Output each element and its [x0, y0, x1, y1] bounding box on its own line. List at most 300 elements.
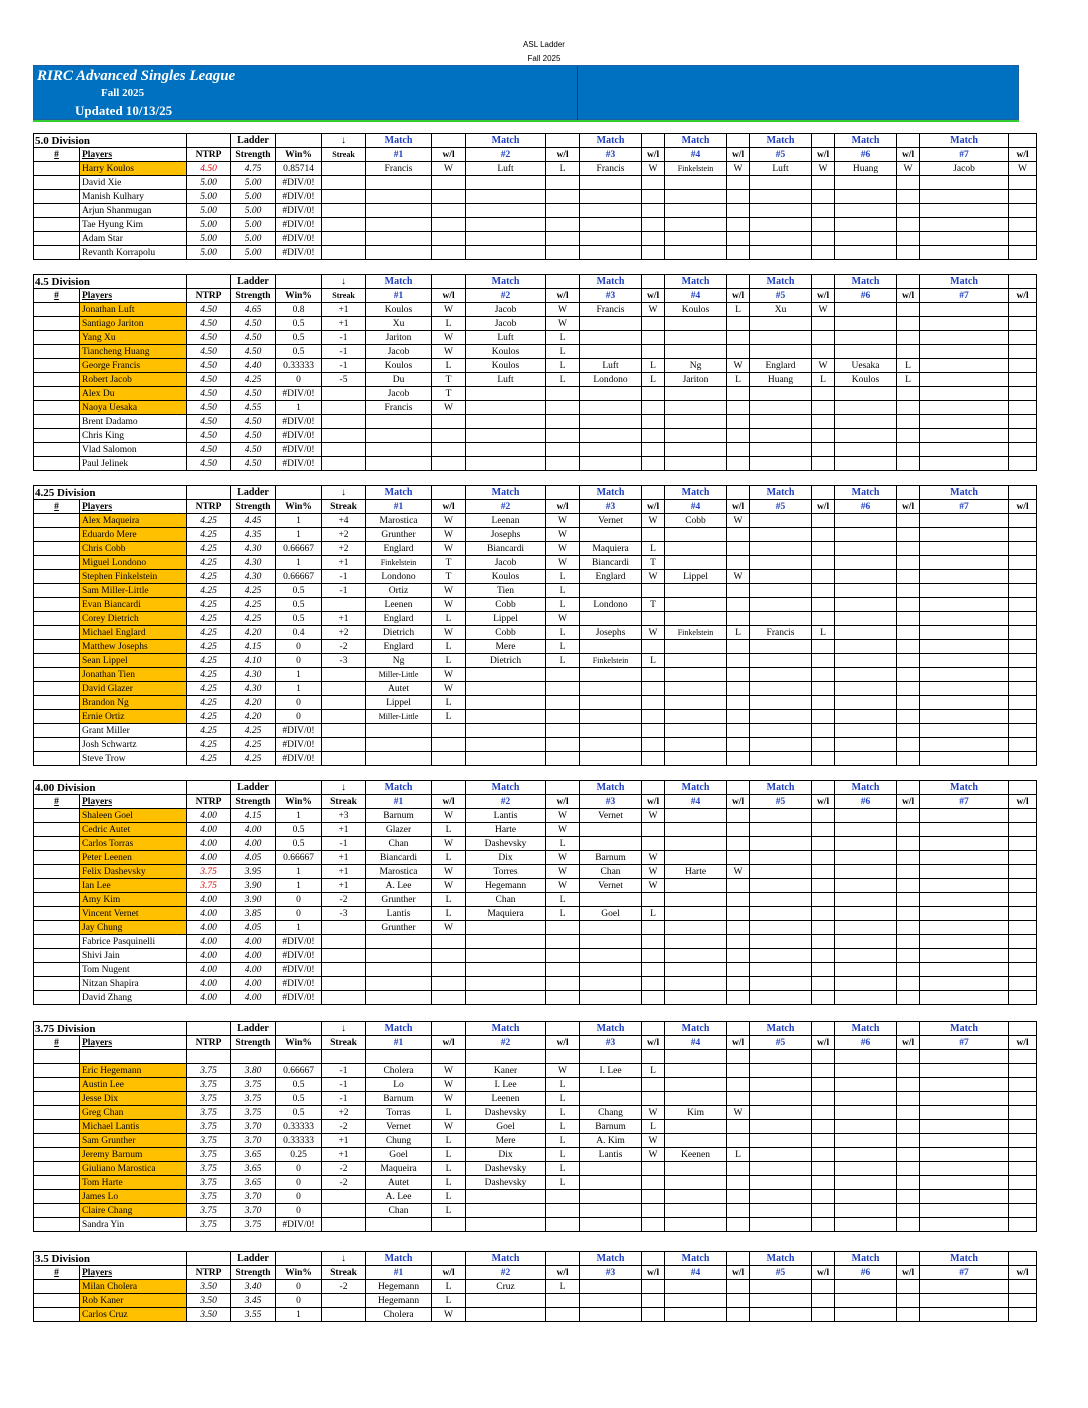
opponent-cell: [835, 738, 897, 752]
opponent-cell: [835, 1176, 897, 1190]
strength-header: Strength: [231, 795, 276, 809]
result-cell: [897, 949, 920, 963]
winpct-value: #DIV/0!: [276, 429, 322, 443]
opponent-cell: [750, 218, 812, 232]
sort-arrow-icon: ↓: [322, 1022, 366, 1036]
player-row: [34, 640, 1037, 654]
match-number-header: #7: [920, 1036, 1009, 1050]
match-header: Match: [366, 781, 432, 795]
opponent-cell: [580, 218, 642, 232]
winpct-value: 0.5: [276, 317, 322, 331]
result-cell: [727, 1064, 750, 1078]
opponent-cell: Barnum: [580, 851, 642, 865]
opponent-cell: Francis: [580, 303, 642, 317]
result-cell: [897, 542, 920, 556]
winpct-value: 0.33333: [276, 359, 322, 373]
result-cell: [897, 1050, 920, 1064]
streak-value: [322, 387, 366, 401]
result-cell: L: [432, 893, 466, 907]
winpct-value: 0.5: [276, 1078, 322, 1092]
result-cell: [727, 682, 750, 696]
opponent-cell: [466, 696, 546, 710]
result-cell: W: [432, 865, 466, 879]
result-cell: [727, 991, 750, 1005]
opponent-cell: [920, 879, 1009, 893]
header-cell: [187, 781, 231, 795]
wl-header: w/l: [812, 1266, 835, 1280]
result-cell: [546, 1190, 580, 1204]
result-cell: [727, 1120, 750, 1134]
result-cell: W: [432, 809, 466, 823]
opponent-cell: [580, 696, 642, 710]
opponent-cell: [466, 415, 546, 429]
opponent-cell: [920, 528, 1009, 542]
ntrp-value: 4.50: [187, 387, 231, 401]
rank-cell: [34, 218, 80, 232]
opponent-cell: [665, 654, 727, 668]
opponent-cell: [466, 1294, 546, 1308]
result-cell: L: [642, 654, 665, 668]
wl-header: w/l: [546, 500, 580, 514]
player-name: Michael Englard: [80, 626, 187, 640]
opponent-cell: [750, 570, 812, 584]
opponent-cell: [835, 865, 897, 879]
streak-header: Streak: [322, 795, 366, 809]
result-cell: L: [432, 1162, 466, 1176]
header-cell: [276, 134, 322, 148]
result-cell: W: [727, 359, 750, 373]
result-cell: [1009, 232, 1037, 246]
ntrp-value: 3.50: [187, 1294, 231, 1308]
wl-header: w/l: [897, 148, 920, 162]
rank-cell: [34, 528, 80, 542]
header-cell: [432, 1252, 466, 1266]
result-cell: [897, 1134, 920, 1148]
opponent-cell: [920, 387, 1009, 401]
result-cell: [546, 991, 580, 1005]
opponent-cell: Harte: [466, 823, 546, 837]
result-cell: [1009, 907, 1037, 921]
players-header: Players: [80, 289, 187, 303]
match-number-header: #7: [920, 1266, 1009, 1280]
player-row: [34, 1190, 1037, 1204]
opponent-cell: [920, 1162, 1009, 1176]
player-name: Alex Du: [80, 387, 187, 401]
opponent-cell: [750, 1050, 812, 1064]
result-cell: [897, 879, 920, 893]
result-cell: [727, 809, 750, 823]
player-name: Claire Chang: [80, 1204, 187, 1218]
result-cell: [897, 696, 920, 710]
opponent-cell: [665, 401, 727, 415]
opponent-cell: Finkelstein: [665, 162, 727, 176]
opponent-cell: [835, 851, 897, 865]
player-row: [34, 963, 1037, 977]
player-row: [34, 556, 1037, 570]
result-cell: [546, 724, 580, 738]
opponent-cell: [835, 514, 897, 528]
match-number-header: #6: [835, 289, 897, 303]
result-cell: [897, 232, 920, 246]
result-cell: [897, 1078, 920, 1092]
result-cell: W: [546, 612, 580, 626]
rank-cell: [34, 752, 80, 766]
rank-cell: [34, 949, 80, 963]
rank-cell: [34, 429, 80, 443]
result-cell: [546, 949, 580, 963]
opponent-cell: Biancardi: [466, 542, 546, 556]
result-cell: L: [432, 1176, 466, 1190]
strength-value: 3.90: [231, 879, 276, 893]
result-cell: [1009, 752, 1037, 766]
opponent-cell: Jacob: [366, 345, 432, 359]
strength-value: 3.70: [231, 1134, 276, 1148]
match-number-header: #1: [366, 795, 432, 809]
streak-value: -2: [322, 640, 366, 654]
ladder-header: Ladder: [231, 781, 276, 795]
header-cell: [727, 1022, 750, 1036]
opponent-cell: Finkelstein: [580, 654, 642, 668]
opponent-cell: [580, 752, 642, 766]
result-cell: [432, 752, 466, 766]
opponent-cell: [366, 443, 432, 457]
opponent-cell: [920, 809, 1009, 823]
result-cell: [812, 879, 835, 893]
match-number-header: #5: [750, 148, 812, 162]
top-subtitle: Fall 2025: [527, 54, 561, 63]
player-row: [34, 668, 1037, 682]
opponent-cell: Koulos: [366, 303, 432, 317]
result-cell: [432, 190, 466, 204]
opponent-cell: Jacob: [366, 387, 432, 401]
opponent-cell: [835, 429, 897, 443]
match-number-header: #2: [466, 500, 546, 514]
result-cell: [1009, 823, 1037, 837]
opponent-cell: Marostica: [366, 865, 432, 879]
rank-cell: [34, 1280, 80, 1294]
opponent-cell: [835, 1120, 897, 1134]
player-name: Tiancheng Huang: [80, 345, 187, 359]
opponent-cell: [466, 401, 546, 415]
opponent-cell: Lantis: [466, 809, 546, 823]
ntrp-value: 3.75: [187, 1120, 231, 1134]
result-cell: [727, 584, 750, 598]
match-header: Match: [466, 1022, 546, 1036]
opponent-cell: [466, 1050, 546, 1064]
result-cell: L: [727, 1148, 750, 1162]
result-cell: W: [546, 556, 580, 570]
player-name: Carlos Torras: [80, 837, 187, 851]
result-cell: [897, 654, 920, 668]
result-cell: [727, 1176, 750, 1190]
ladder-header: Ladder: [231, 1022, 276, 1036]
result-cell: L: [546, 1120, 580, 1134]
streak-value: [322, 598, 366, 612]
opponent-cell: [920, 570, 1009, 584]
rank-cell: [34, 457, 80, 471]
result-cell: [1009, 556, 1037, 570]
result-cell: [1009, 1120, 1037, 1134]
column-header-row: [34, 148, 1037, 162]
player-name: Harry Koulos: [80, 162, 187, 176]
header-cell: [642, 134, 665, 148]
opponent-cell: Koulos: [665, 303, 727, 317]
player-name: Steve Trow: [80, 752, 187, 766]
result-cell: [812, 949, 835, 963]
result-cell: W: [642, 865, 665, 879]
opponent-cell: Vernet: [580, 809, 642, 823]
strength-value: 4.30: [231, 570, 276, 584]
streak-value: +3: [322, 809, 366, 823]
result-cell: [812, 668, 835, 682]
strength-value: 3.45: [231, 1294, 276, 1308]
rank-cell: [34, 654, 80, 668]
result-cell: [727, 837, 750, 851]
opponent-cell: [750, 514, 812, 528]
opponent-cell: Jacob: [466, 303, 546, 317]
opponent-cell: [366, 190, 432, 204]
result-cell: [642, 1078, 665, 1092]
result-cell: [642, 738, 665, 752]
winpct-value: 1: [276, 879, 322, 893]
winpct-header: Win%: [276, 289, 322, 303]
wl-header: w/l: [812, 1036, 835, 1050]
rank-cell: [34, 542, 80, 556]
strength-value: 4.45: [231, 514, 276, 528]
result-cell: [642, 724, 665, 738]
ntrp-value: 4.50: [187, 373, 231, 387]
rank-cell: [34, 303, 80, 317]
result-cell: [546, 232, 580, 246]
strength-value: 4.30: [231, 668, 276, 682]
result-cell: [546, 415, 580, 429]
result-cell: W: [432, 528, 466, 542]
strength-value: 4.20: [231, 626, 276, 640]
ntrp-value: 4.25: [187, 654, 231, 668]
opponent-cell: Keenen: [665, 1148, 727, 1162]
result-cell: [812, 1190, 835, 1204]
result-cell: [1009, 1092, 1037, 1106]
player-name: Naoya Uesaka: [80, 401, 187, 415]
ntrp-value: 5.00: [187, 190, 231, 204]
result-cell: [546, 710, 580, 724]
player-name: Shaleen Goel: [80, 809, 187, 823]
strength-value: 4.00: [231, 991, 276, 1005]
match-header: Match: [580, 781, 642, 795]
column-header-row: [34, 795, 1037, 809]
ntrp-value: 4.25: [187, 738, 231, 752]
opponent-cell: [835, 682, 897, 696]
result-cell: [1009, 514, 1037, 528]
player-name: George Francis: [80, 359, 187, 373]
streak-value: +1: [322, 823, 366, 837]
streak-value: -1: [322, 345, 366, 359]
winpct-value: #DIV/0!: [276, 949, 322, 963]
result-cell: [727, 696, 750, 710]
result-cell: [642, 317, 665, 331]
winpct-value: #DIV/0!: [276, 977, 322, 991]
opponent-cell: [750, 724, 812, 738]
result-cell: [432, 176, 466, 190]
wl-header: w/l: [727, 148, 750, 162]
result-cell: [1009, 528, 1037, 542]
opponent-cell: Cobb: [466, 626, 546, 640]
strength-header: Strength: [231, 148, 276, 162]
result-cell: [432, 724, 466, 738]
result-cell: L: [546, 1148, 580, 1162]
column-header-row: [34, 1266, 1037, 1280]
opponent-cell: [920, 415, 1009, 429]
result-cell: [727, 204, 750, 218]
opponent-cell: Xu: [366, 317, 432, 331]
strength-value: 5.00: [231, 218, 276, 232]
result-cell: [812, 1204, 835, 1218]
result-cell: [642, 331, 665, 345]
streak-value: [322, 218, 366, 232]
opponent-cell: [750, 1106, 812, 1120]
match-number-header: #6: [835, 148, 897, 162]
rank-cell: [34, 935, 80, 949]
result-cell: [546, 696, 580, 710]
strength-value: 4.30: [231, 542, 276, 556]
opponent-cell: [665, 837, 727, 851]
match-header: Match: [750, 134, 812, 148]
winpct-value: 0.5: [276, 345, 322, 359]
header-cell: [812, 275, 835, 289]
division-title: 5.0 Division: [34, 134, 187, 148]
opponent-cell: [750, 331, 812, 345]
opponent-cell: Koulos: [466, 345, 546, 359]
winpct-value: 0: [276, 1294, 322, 1308]
winpct-value: 0.85714: [276, 162, 322, 176]
opponent-cell: [835, 724, 897, 738]
ntrp-value: 4.00: [187, 907, 231, 921]
result-cell: [727, 1280, 750, 1294]
result-cell: [812, 1162, 835, 1176]
rank-cell: [34, 724, 80, 738]
header-cell: [812, 781, 835, 795]
opponent-cell: [835, 935, 897, 949]
opponent-cell: [750, 991, 812, 1005]
opponent-cell: Uesaka: [835, 359, 897, 373]
result-cell: [727, 851, 750, 865]
match-header: Match: [580, 486, 642, 500]
result-cell: [812, 429, 835, 443]
opponent-cell: [665, 1078, 727, 1092]
ntrp-value: 4.50: [187, 429, 231, 443]
result-cell: [432, 457, 466, 471]
player-name: David Zhang: [80, 991, 187, 1005]
player-name: Grant Miller: [80, 724, 187, 738]
opponent-cell: [665, 1050, 727, 1064]
opponent-cell: [750, 1308, 812, 1322]
match-number-header: #6: [835, 1266, 897, 1280]
opponent-cell: [750, 1204, 812, 1218]
result-cell: W: [642, 879, 665, 893]
result-cell: [642, 991, 665, 1005]
ntrp-value: 3.75: [187, 865, 231, 879]
match-number-header: #3: [580, 1036, 642, 1050]
streak-value: [322, 668, 366, 682]
opponent-cell: [750, 1162, 812, 1176]
match-header: Match: [580, 134, 642, 148]
result-cell: [546, 246, 580, 260]
opponent-cell: [665, 246, 727, 260]
result-cell: [897, 907, 920, 921]
rank-cell: [34, 331, 80, 345]
rank-cell: [34, 823, 80, 837]
opponent-cell: [665, 640, 727, 654]
opponent-cell: [920, 317, 1009, 331]
rank-cell: [34, 837, 80, 851]
match-number-header: #5: [750, 289, 812, 303]
players-header: Players: [80, 1266, 187, 1280]
opponent-cell: [835, 837, 897, 851]
winpct-header: Win%: [276, 795, 322, 809]
result-cell: [727, 893, 750, 907]
opponent-cell: [665, 851, 727, 865]
rank-cell: [34, 1308, 80, 1322]
opponent-cell: [665, 528, 727, 542]
player-row: [34, 218, 1037, 232]
result-cell: [642, 204, 665, 218]
opponent-cell: Du: [366, 373, 432, 387]
result-cell: W: [642, 1148, 665, 1162]
opponent-cell: [920, 1064, 1009, 1078]
ntrp-value: 5.00: [187, 232, 231, 246]
opponent-cell: [580, 921, 642, 935]
player-name: Jeremy Barnum: [80, 1148, 187, 1162]
opponent-cell: Francis: [750, 626, 812, 640]
strength-value: 3.65: [231, 1162, 276, 1176]
result-cell: [812, 738, 835, 752]
result-cell: [546, 668, 580, 682]
opponent-cell: [920, 738, 1009, 752]
result-cell: L: [546, 345, 580, 359]
result-cell: [812, 542, 835, 556]
result-cell: [727, 724, 750, 738]
rank-cell: [34, 977, 80, 991]
result-cell: [812, 190, 835, 204]
opponent-cell: [665, 542, 727, 556]
opponent-cell: [920, 612, 1009, 626]
opponent-cell: Luft: [580, 359, 642, 373]
ntrp-value: 4.25: [187, 556, 231, 570]
opponent-cell: [920, 345, 1009, 359]
opponent-cell: [466, 991, 546, 1005]
opponent-cell: Luft: [466, 162, 546, 176]
opponent-cell: [665, 584, 727, 598]
result-cell: [546, 921, 580, 935]
opponent-cell: Miller-Little: [366, 668, 432, 682]
ntrp-value: 4.25: [187, 626, 231, 640]
opponent-cell: Xu: [750, 303, 812, 317]
player-row: [34, 204, 1037, 218]
header-cell: [812, 134, 835, 148]
header-cell: [276, 1252, 322, 1266]
rank-cell: [34, 865, 80, 879]
opponent-cell: I. Lee: [580, 1064, 642, 1078]
opponent-cell: [580, 1176, 642, 1190]
result-cell: [897, 682, 920, 696]
result-cell: [727, 1190, 750, 1204]
player-name: Eric Hegemann: [80, 1064, 187, 1078]
result-cell: L: [432, 1280, 466, 1294]
result-cell: W: [432, 542, 466, 556]
separator-line: [33, 120, 1019, 122]
result-cell: [812, 218, 835, 232]
strength-value: 4.00: [231, 823, 276, 837]
